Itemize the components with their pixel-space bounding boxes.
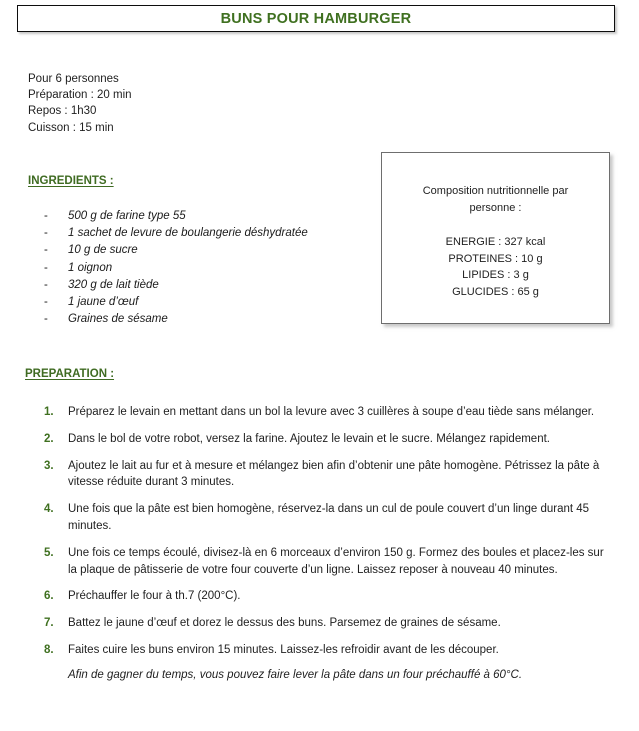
ingredient-label: 1 jaune d’œuf — [68, 296, 139, 309]
step-text: Une fois ce temps écoulé, divisez-là en 6 morceaux d’environ 150 g. Formez des boules et placez-les sur la plaque de pâtisserie de votre four couverte d’un ligne. Laissez reposer à nouveau 40 minutes. — [68, 546, 604, 576]
step-number: 7. — [44, 617, 54, 630]
ingredient-label: 1 sachet de levure de boulangerie déshydratée — [68, 227, 308, 240]
nutrition-title: Composition nutritionnelle par personne : — [422, 185, 569, 214]
meta-rest-time: Repos : 1h30 — [28, 105, 97, 118]
ingredient-label: 320 g de lait tiède — [68, 278, 159, 291]
ingredient-item — [44, 225, 374, 242]
step-text: Préparez le levain en mettant dans un bol la levure avec 3 cuillères à soupe d’eau tiède sans mélanger. — [68, 406, 595, 418]
preparation-step — [44, 588, 606, 605]
preparation-step — [44, 431, 606, 448]
page-title: BUNS POUR HAMBURGER — [220, 10, 412, 27]
step-number: 3. — [44, 459, 54, 472]
ingredient-label: 500 g de farine type 55 — [68, 210, 186, 222]
ingredient-bullet: - — [44, 313, 48, 326]
preparation-note: Afin de gagner du temps, vous pouvez faire lever la pâte dans un four préchauffé à 60°C. — [68, 668, 523, 681]
ingredient-bullet: - — [44, 261, 48, 274]
ingredient-item — [44, 311, 374, 328]
ingredient-label: 10 g de sucre — [68, 244, 138, 257]
step-text: Préchauffer le four à th.7 (200°C). — [68, 590, 241, 603]
ingredient-label: 1 oignon — [68, 261, 113, 274]
step-text: Dans le bol de votre robot, versez la farine. Ajoutez le levain et le sucre. Mélangez rapidement. — [68, 432, 550, 445]
ingredient-label: Graines de sésame — [68, 313, 168, 326]
step-number: 2. — [44, 432, 54, 445]
recipe-meta — [28, 71, 132, 136]
step-text: Faites cuire les buns environ 15 minutes. Laissez-les refroidir avant de les découper. — [68, 643, 499, 656]
ingredients-list — [44, 208, 374, 328]
ingredient-bullet: - — [44, 210, 48, 222]
ingredient-bullet: - — [44, 296, 48, 309]
preparation-step — [44, 404, 606, 421]
ingredient-bullet: - — [44, 244, 48, 257]
ingredient-bullet: - — [44, 227, 48, 240]
preparation-steps — [44, 404, 606, 684]
preparation-step — [44, 458, 606, 492]
ingredients-heading: INGREDIENTS : — [28, 175, 114, 187]
preparation-step — [44, 615, 606, 632]
meta-cooking-time: Cuisson : 15 min — [28, 121, 114, 134]
step-number: 6. — [44, 590, 54, 603]
ingredient-item — [44, 208, 374, 225]
preparation-step — [44, 545, 606, 579]
nutrition-line: GLUCIDES : 65 g — [452, 285, 539, 298]
nutrition-box — [381, 152, 610, 324]
step-number: 5. — [44, 546, 54, 559]
step-text: Ajoutez le lait au fur et à mesure et mélangez bien afin d’obtenir une pâte homogène. Pétrissez la pâte à vitesse réduite durant 3 minutes. — [68, 459, 600, 489]
nutrition-line: LIPIDES : 3 g — [462, 269, 529, 281]
ingredient-bullet: - — [44, 278, 48, 291]
ingredient-item — [44, 242, 374, 259]
nutrition-line: PROTEINES : 10 g — [448, 252, 543, 265]
step-text: Battez le jaune d’œuf et dorez le dessus des buns. Parsemez de graines de sésame. — [68, 617, 501, 630]
meta-preparation-time: Préparation : 20 min — [28, 89, 132, 102]
step-number: 4. — [44, 503, 54, 516]
preparation-heading: PREPARATION : — [25, 368, 115, 380]
nutrition-values — [446, 234, 546, 300]
step-number: 8. — [44, 643, 54, 656]
meta-servings: Pour 6 personnes — [28, 73, 119, 85]
ingredient-item — [44, 260, 374, 277]
nutrition-line: ENERGIE : 327 kcal — [445, 236, 546, 248]
preparation-step — [44, 501, 606, 535]
ingredient-item — [44, 277, 374, 294]
recipe-title-box — [17, 5, 615, 32]
step-text: Une fois que la pâte est bien homogène, réservez-la dans un cul de poule couvert d’un linge durant 45 minutes. — [68, 503, 590, 532]
ingredient-item — [44, 294, 374, 311]
step-number: 1. — [44, 406, 54, 418]
preparation-step — [44, 642, 606, 659]
